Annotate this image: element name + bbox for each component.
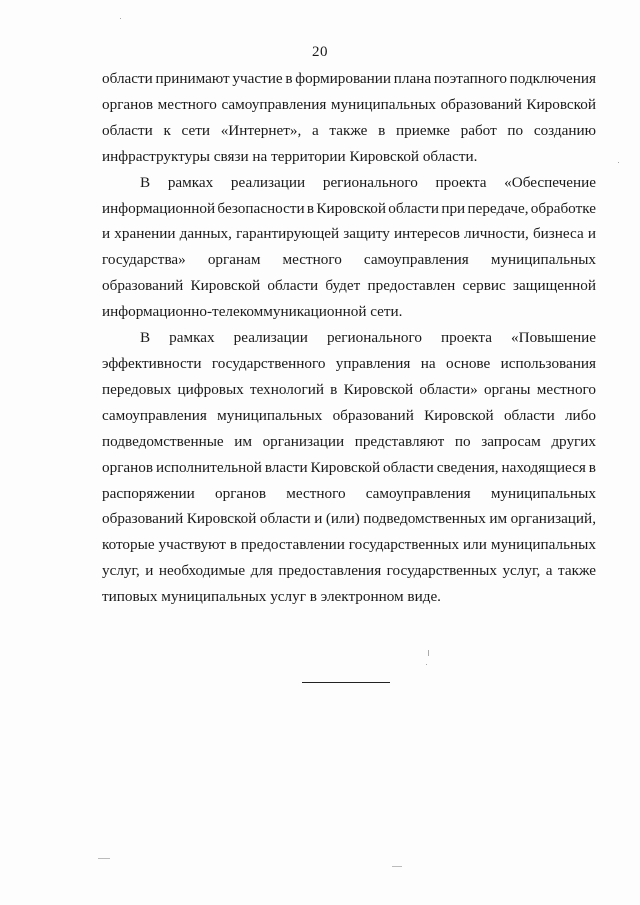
end-of-text-rule xyxy=(302,682,390,683)
text-line: информационной безопасности в Кировской области при передаче, обработке xyxy=(102,199,596,217)
text-line: В рамках реализации регионального проекта «Повышение xyxy=(140,329,596,347)
text-line: которые участвуют в предоставлении государственных или муниципальных xyxy=(102,536,596,554)
text-line: самоуправления муниципальных образований Кировской области либо xyxy=(102,406,597,424)
text-line: инфраструктуры связи на территории Кировской области. xyxy=(102,147,478,165)
paragraph-2 xyxy=(102,170,596,325)
text-line: передовых цифровых технологий в Кировской области» органы местного xyxy=(102,380,596,398)
scan-speck xyxy=(618,162,619,163)
text-line: распоряжении органов местного самоуправления муниципальных xyxy=(102,484,596,502)
page-number: 20 xyxy=(312,44,328,60)
scan-speck xyxy=(98,858,110,859)
text-line: государства» органам местного самоуправления муниципальных xyxy=(102,251,596,269)
text-line: образований Кировской области и (или) подведомственных им организаций, xyxy=(102,510,596,528)
document-body xyxy=(102,66,596,610)
text-line: органов исполнительной власти Кировской области сведения, находящиеся в xyxy=(102,458,596,476)
scan-speck xyxy=(392,866,402,867)
text-line: и хранении данных, гарантирующей защиту интересов личности, бизнеса и xyxy=(102,225,596,243)
text-line: эффективности государственного управления на основе использования xyxy=(102,354,596,372)
paragraph-3 xyxy=(102,325,596,610)
scan-speck xyxy=(428,650,429,656)
text-line: образований Кировской области будет предоставлен сервис защищенной xyxy=(102,277,597,295)
text-line: области принимают участие в формировании плана поэтапного подключения xyxy=(102,70,597,87)
text-line: информационно-телекоммуникационной сети. xyxy=(102,303,403,321)
paragraph-1 xyxy=(102,66,596,170)
text-line: подведомственные им организации представляют по запросам других xyxy=(102,432,596,450)
text-line: услуг, и необходимые для предоставления государственных услуг, а также xyxy=(102,562,596,580)
text-line: органов местного самоуправления муниципальных образований Кировской xyxy=(102,95,596,113)
text-line: В рамках реализации регионального проекта «Обеспечение xyxy=(140,173,596,191)
text-line: области к сети «Интернет», а также в приемке работ по созданию xyxy=(102,121,596,139)
text-line: типовых муниципальных услуг в электронном виде. xyxy=(102,588,441,606)
scan-speck xyxy=(426,664,427,665)
scan-speck xyxy=(120,18,121,19)
